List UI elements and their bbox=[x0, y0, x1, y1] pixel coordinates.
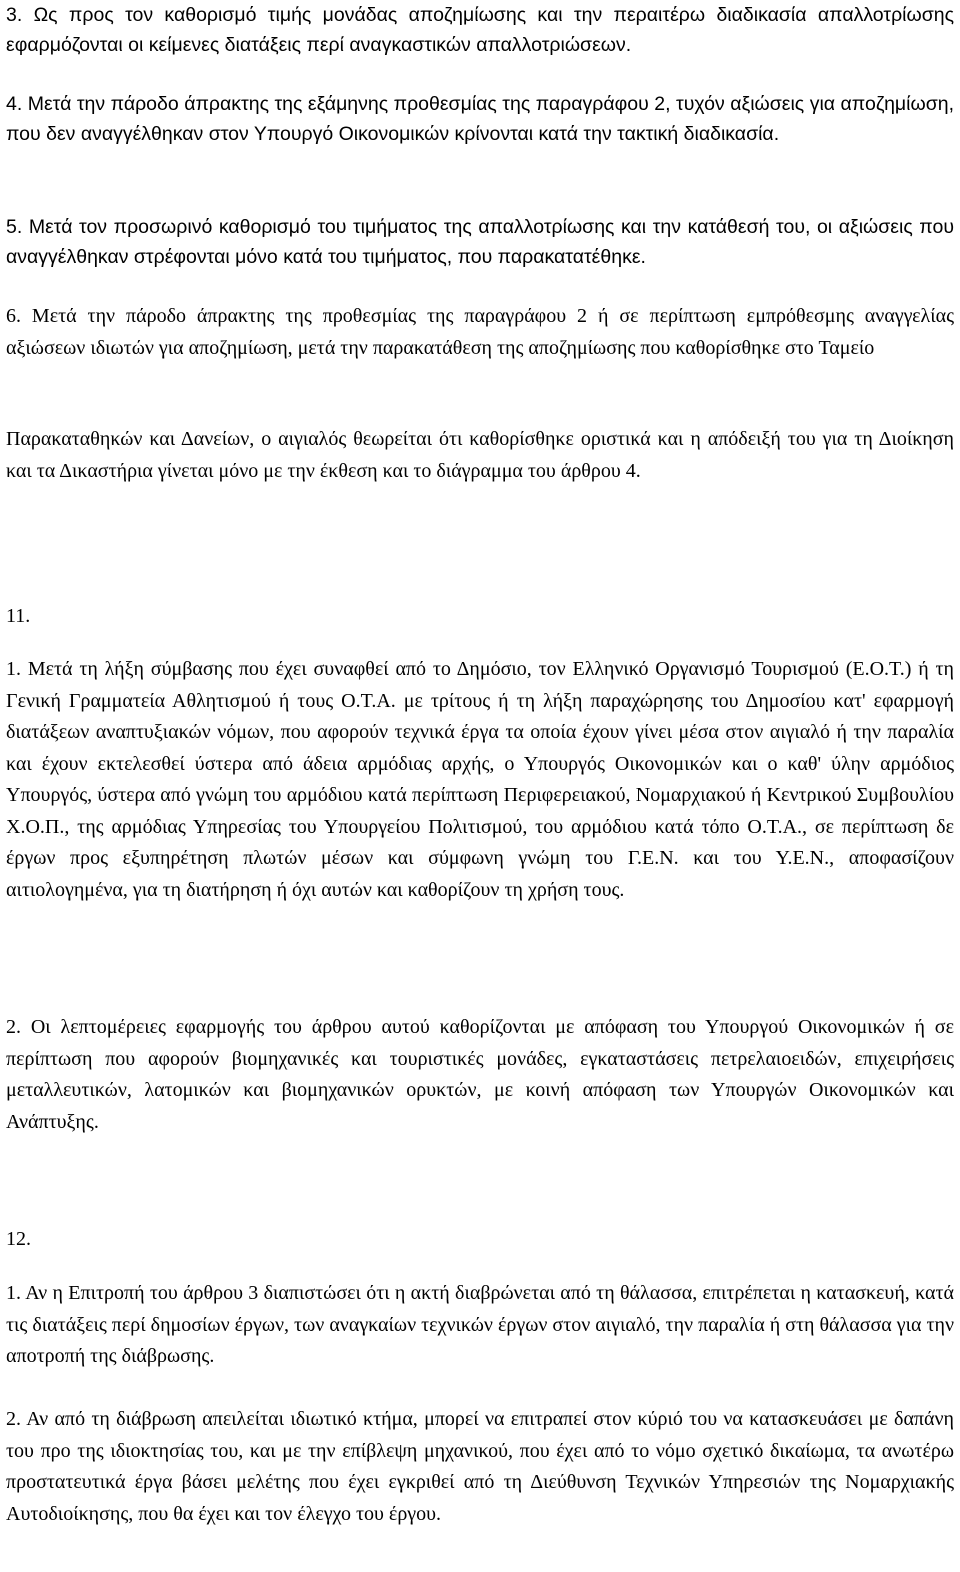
paragraph-6-continued: Παρακαταθηκών και Δανείων, ο αιγιαλός θεωρείται ότι καθορίσθηκε οριστικά και η απόδειξή του για τη Διοίκηση και τα Δικαστήρια γίνεται μόνο με την έκθεση και το διάγραμμα του άρθρου 4. bbox=[6, 428, 954, 482]
paragraph-5: 5. Μετά τον προσωρινό καθορισμό του τιμήματος της απαλλοτρίωσης και την κατάθεσή του, οι αξιώσεις που αναγγέλθηκαν στρέφονται μόνο κατά του τιμήματος, που παρακατατέθηκε. bbox=[6, 216, 954, 268]
article-11-paragraph-2: 2. Οι λεπτομέρειες εφαρμογής του άρθρου αυτού καθορίζονται με απόφαση του Υπουργού Οικονομικών ή σε περίπτωση που αφορούν βιομηχανικές και τουριστικές μονάδες, εγκαταστάσεις πετρελαιοειδών, επιχειρήσεις μεταλλευτικών, λατομικών και βιομηχανικών ορυκτών, με κοινή απόφαση των Υπουργών Οικονομικών και Ανάπτυξης. bbox=[6, 1016, 954, 1133]
article-12-paragraph-1: 1. Αν η Επιτροπή του άρθρου 3 διαπιστώσει ότι η ακτή διαβρώνεται από τη θάλασσα, επιτρέπεται η κατασκευή, κατά τις διατάξεις περί δημοσίων έργων, των αναγκαίων τεχνικών έργων στον αιγιαλό, την παραλία ή στη θάλασσα για την αποτροπή της διάβρωσης. bbox=[6, 1282, 954, 1367]
paragraph-6: 6. Μετά την πάροδο άπρακτης της προθεσμίας της παραγράφου 2 ή σε περίπτωση εμπρόθεσμης αναγγελίας αξιώσεων ιδιωτών για αποζημίωση, μετά την παρακατάθεση της αποζημίωσης που καθορίσθηκε στο Ταμείο bbox=[6, 305, 954, 359]
paragraph-3: 3. Ως προς τον καθορισμό τιμής μονάδας αποζημίωσης και την περαιτέρω διαδικασία απαλλοτρίωσης εφαρμόζονται οι κείμενες διατάξεις περί αναγκαστικών απαλλοτριώσεων. bbox=[6, 4, 954, 56]
paragraph-4: 4. Μετά την πάροδο άπρακτης της εξάμηνης προθεσμίας της παραγράφου 2, τυχόν αξιώσεις για αποζημίωση, που δεν αναγγέλθηκαν στον Υπουργό Οικονομικών κρίνονται κατά την τακτική διαδικασία. bbox=[6, 93, 954, 145]
article-12-paragraph-2: 2. Αν από τη διάβρωση απειλείται ιδιωτικό κτήμα, μπορεί να επιτραπεί στον κύριό του να κατασκευάσει με δαπάνη του προ της ιδιοκτησίας του, και με την επίβλεψη μηχανικού, που έχει από το νόμο σχετικό δικαίωμα, τα ανωτέρω προστατευτικά έργα βάσει μελέτης που έχει εγκριθεί από τη Διεύθυνση Τεχνικών Υπηρεσιών της Νομαρχιακής Αυτοδιοίκησης, που θα έχει και τον έλεγχο του έργου. bbox=[6, 1408, 954, 1525]
article-11-number: 11. bbox=[6, 605, 31, 627]
article-11-paragraph-1: 1. Μετά τη λήξη σύμβασης που έχει συναφθεί από το Δημόσιο, τον Ελληνικό Οργανισμό Τουρισμού (Ε.Ο.Τ.) ή τη Γενική Γραμματεία Αθλητισμού ή τους Ο.Τ.Α. με τρίτους ή τη λήξη παραχώρησης του Δημοσίου κατ' εφαρμογή διατάξεων αναπτυξιακών νόμων, που αφορούν τεχνικά έργα τα οποία έχουν γίνει μέσα στον αιγιαλό ή την παραλία και έχουν εκτελεσθεί ύστερα από άδεια αρμόδιας αρχής, ο Υπουργός Οικονομικών και ο καθ' ύλην αρμόδιος Υπουργός, ύστερα από γνώμη του αρμόδιου κατά περίπτωση Περιφερειακού, Νομαρχιακού ή Κεντρικού Συμβουλίου Χ.Ο.Π., της αρμόδιας Υπηρεσίας του Υπουργείου Πολιτισμού, του αρμόδιου κατά τόπο Ο.Τ.Α., σε περίπτωση δε έργων προς εξυπηρέτηση πλωτών μέσων και σύμφωνη γνώμη του Γ.Ε.Ν. και του Υ.Ε.Ν., αποφασίζουν αιτιολογημένα, για τη διατήρηση ή όχι αυτών και καθορίζουν τη χρήση τους. bbox=[6, 658, 954, 901]
article-12-number: 12. bbox=[6, 1228, 31, 1250]
